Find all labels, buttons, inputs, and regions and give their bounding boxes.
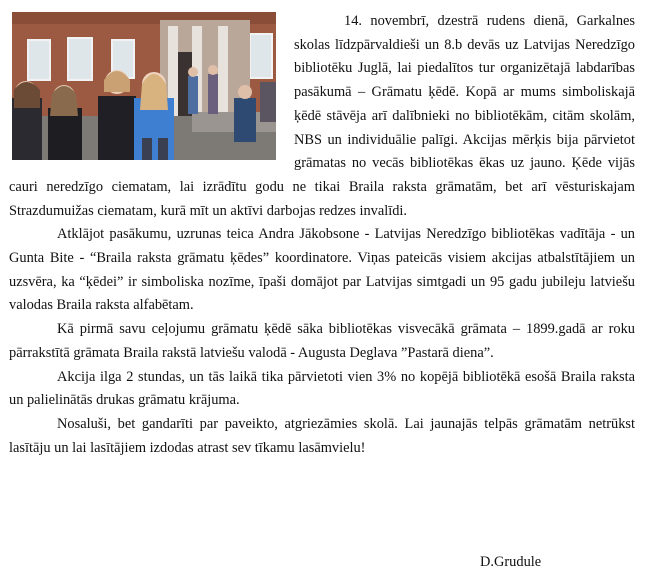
article-paragraph: Akcija ilga 2 stundas, un tās laikā tika pārvietoti vien 3% no kopējā bibliotēkā esošā Braila raksta un palielinātās drukas grāmatu krājuma. — [9, 368, 635, 409]
article-paragraph: Kā pirmā savu ceļojumu grāmatu ķēdē sāka bibliotēkas visvecākā grāmata – 1899.gadā ar roku pārrakstītā grāmata Braila rakstā latviešu valodā - Augusta Deglava ”Pastarā diena”. — [9, 321, 635, 361]
article-paragraph: Nosaluši, bet gandarīti par paveikto, atgriezāmies skolā. Lai jaunajās telpās grāmatām netrūkst lasītāju un lai lasītājiem izdodas atrast sev tīkamu lasāmvielu! — [9, 415, 635, 456]
article-paragraph: Atklājot pasākumu, uzrunas teica Andra Jākobsone - Latvijas Neredzīgo bibliotēkas vadītāja - un Gunta Bite - “Braila raksta grāmatu ķēdes” koordinatore. Viņas pateicās visiem akcijas atbalstītājiem un uzsvēra, ka “ķēdei” ir simboliska nozīme, īpaši domājot par Latvijas simtgadi un 95 gadu jubileju latviešu valodas Braila raksta alfabētam. — [9, 226, 635, 314]
photo-spacer — [9, 10, 286, 170]
author-signature: D.Grudule — [480, 554, 542, 570]
article-body — [9, 10, 635, 460]
article-paragraph: 14. novembrī, dzestrā rudens dienā, Garkalnes skolas līdzpārvaldieši un 8.b devās uz Latvijas Neredzīgo bibliotēku Juglā, lai piedalītos tur organizētajā labdarības pasākumā – Grāmatu ķēdē. Kopā ar mums simboliskajā ķēdē stāvēja arī dalībnieki no bibliotēkām, citām skolām, NBS un individuālie palīgi. Akcijas mērķis bija pārvietot grāmatas no vecās bibliotēkas ēkas uz jauno. Ķēde vijās cauri neredzīgo ciematam, lai izrādītu godu ne tikai Braila raksta grāmatām, bet arī vēsturiskajam Strazdumuižas ciematam, kurā mīt un aktīvi darbojas redzes invalīdi. — [9, 13, 635, 219]
